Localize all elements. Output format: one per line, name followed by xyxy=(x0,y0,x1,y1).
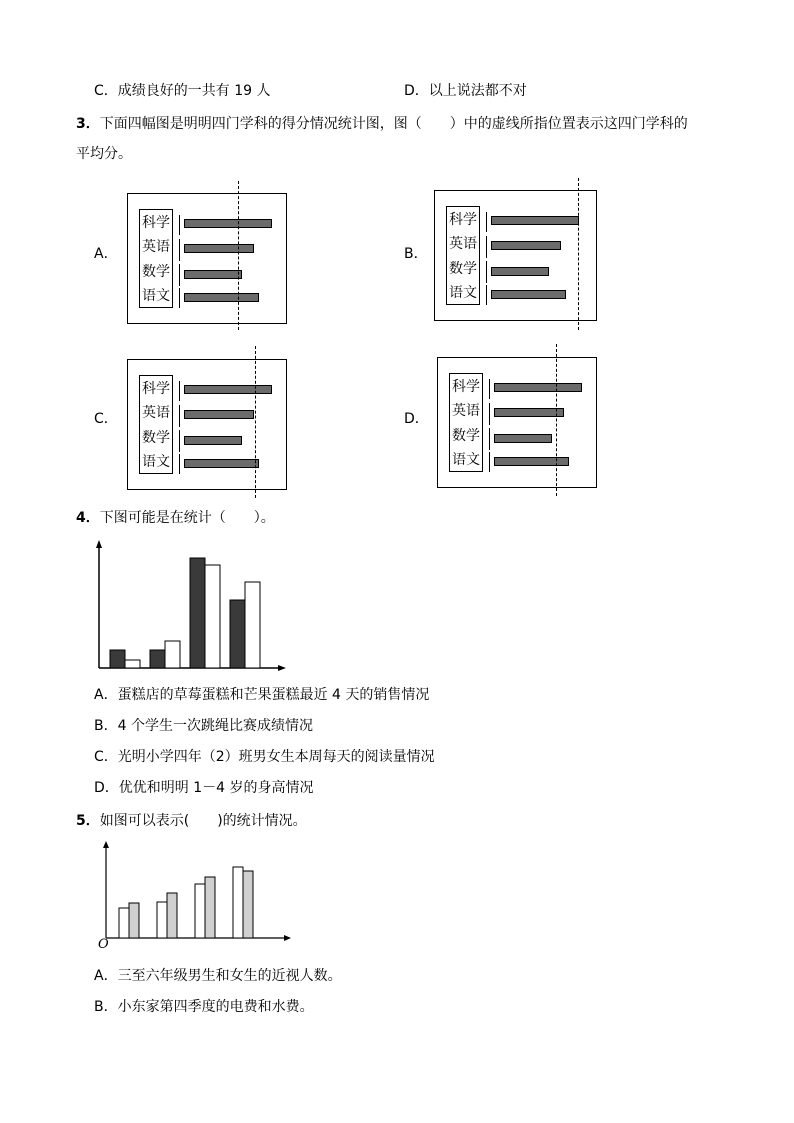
average-dashed-line-c xyxy=(255,346,256,498)
bar-3-series-2 xyxy=(205,877,215,938)
score-bar-chinese xyxy=(184,293,259,302)
average-dashed-line-a xyxy=(238,181,239,330)
bracket-mark xyxy=(176,430,180,452)
subject-label: 数学 xyxy=(449,261,477,277)
bracket-mark xyxy=(483,212,487,232)
score-bar-english xyxy=(184,410,254,419)
bracket-mark xyxy=(176,264,180,286)
bracket-mark xyxy=(176,239,180,261)
q4-option-b: B．4 个学生一次跳绳比赛成绩情况 xyxy=(94,718,313,734)
q3-option-d-label: D． xyxy=(404,411,429,427)
bar-4-series-1 xyxy=(230,600,245,668)
subject-label: 科学 xyxy=(452,379,480,395)
q5-bars xyxy=(119,867,253,938)
bracket-mark xyxy=(486,428,490,450)
q3-chart-a xyxy=(127,193,287,324)
q4-number: 4． xyxy=(76,510,100,526)
bracket-mark xyxy=(176,288,180,308)
average-dashed-line-b xyxy=(578,178,579,330)
q4-text: 下图可能是在统计（ ）。 xyxy=(99,510,275,526)
score-bar-english xyxy=(184,244,254,253)
origin-label: O xyxy=(98,937,109,950)
q4-question xyxy=(76,508,275,528)
subject-label: 科学 xyxy=(449,212,477,228)
score-bar-science xyxy=(494,383,582,392)
q4-bars xyxy=(110,558,260,668)
q3-chart-b xyxy=(434,190,597,321)
bar-1-series-2 xyxy=(125,660,140,668)
score-bar-english xyxy=(491,241,561,250)
q3-chart-d xyxy=(437,357,597,488)
q4-option-a: A．蛋糕店的草莓蛋糕和芒果蛋糕最近 4 天的销售情况 xyxy=(94,687,430,703)
bracket-mark xyxy=(486,452,490,472)
q3-question xyxy=(76,114,688,134)
q3-line2: 平均分。 xyxy=(76,146,132,162)
bracket-mark xyxy=(176,454,180,474)
q5-text: 如图可以表示( )的统计情况。 xyxy=(99,813,307,829)
subject-label: 语文 xyxy=(142,288,170,304)
bar-4-series-2 xyxy=(245,582,260,668)
bracket-mark xyxy=(176,381,180,401)
y-axis-arrow-icon xyxy=(96,540,102,548)
bar-2-series-2 xyxy=(165,641,180,668)
subject-labels-a xyxy=(139,209,173,308)
q2-option-d: D．以上说法都不对 xyxy=(404,83,527,99)
score-bar-science xyxy=(491,216,579,225)
bracket-mark xyxy=(483,236,487,258)
bar-3-series-1 xyxy=(195,884,205,938)
score-bar-science xyxy=(184,219,272,228)
bar-4-series-2 xyxy=(243,871,253,938)
subject-label: 语文 xyxy=(452,452,480,468)
q3-option-c-label: C． xyxy=(94,411,118,427)
average-dashed-line-d xyxy=(556,344,557,496)
q3-option-a-label: A． xyxy=(94,246,118,262)
bar-3-series-2 xyxy=(205,565,220,668)
q3-option-b-label: B． xyxy=(404,246,428,262)
bar-4-series-1 xyxy=(233,867,243,938)
score-bar-math xyxy=(494,434,552,443)
q5-question xyxy=(76,811,307,831)
q5-bar-chart xyxy=(90,838,300,950)
score-bar-math xyxy=(184,436,242,445)
subject-label: 科学 xyxy=(142,215,170,231)
bar-2-series-1 xyxy=(157,902,167,938)
q4-bar-chart xyxy=(90,538,290,676)
q3-line1: 下面四幅图是明明四门学科的得分情况统计图，图（ ）中的虚线所指位置表示这四门学科的 xyxy=(99,116,688,132)
subject-label: 数学 xyxy=(452,428,480,444)
bracket-mark xyxy=(176,405,180,427)
subject-label: 语文 xyxy=(142,454,170,470)
bar-1-series-1 xyxy=(110,650,125,668)
bar-3-series-1 xyxy=(190,558,205,668)
q4-option-c: C．光明小学四年（2）班男女生本周每天的阅读量情况 xyxy=(94,749,435,765)
score-bar-science xyxy=(184,385,272,394)
bracket-mark xyxy=(486,379,490,399)
q5-number: 5． xyxy=(76,813,100,829)
bracket-mark xyxy=(486,403,490,425)
q4-option-d: D．优优和明明 1－4 岁的身高情况 xyxy=(94,780,314,796)
score-bar-math xyxy=(184,270,242,279)
score-bar-chinese xyxy=(491,290,566,299)
bar-1-series-2 xyxy=(129,903,139,938)
subject-label: 英语 xyxy=(142,405,170,421)
subject-label: 英语 xyxy=(142,239,170,255)
subject-label: 数学 xyxy=(142,430,170,446)
q5-option-b: B．小东家第四季度的电费和水费。 xyxy=(94,999,314,1015)
q5-option-a: A．三至六年级男生和女生的近视人数。 xyxy=(94,968,342,984)
q3-chart-c xyxy=(127,359,287,490)
subject-labels-b xyxy=(446,206,480,305)
bracket-mark xyxy=(176,215,180,235)
q3-number: 3． xyxy=(76,116,100,132)
subject-label: 英语 xyxy=(452,403,480,419)
q2-option-c: C．成绩良好的一共有 19 人 xyxy=(94,83,271,99)
y-axis-arrow-icon xyxy=(103,841,109,848)
bar-1-series-1 xyxy=(119,908,129,938)
score-bar-chinese xyxy=(184,459,259,468)
x-axis-arrow-icon xyxy=(284,935,291,941)
bracket-mark xyxy=(483,285,487,305)
subject-label: 数学 xyxy=(142,264,170,280)
subject-label: 英语 xyxy=(449,236,477,252)
bracket-mark xyxy=(483,261,487,283)
bar-2-series-2 xyxy=(167,893,177,938)
score-bar-chinese xyxy=(494,457,569,466)
score-bar-english xyxy=(494,408,564,417)
subject-labels-c xyxy=(139,375,173,474)
subject-label: 语文 xyxy=(449,285,477,301)
x-axis-arrow-icon xyxy=(278,665,286,671)
subject-labels-d xyxy=(449,373,483,472)
subject-label: 科学 xyxy=(142,381,170,397)
bar-2-series-1 xyxy=(150,650,165,668)
score-bar-math xyxy=(491,267,549,276)
